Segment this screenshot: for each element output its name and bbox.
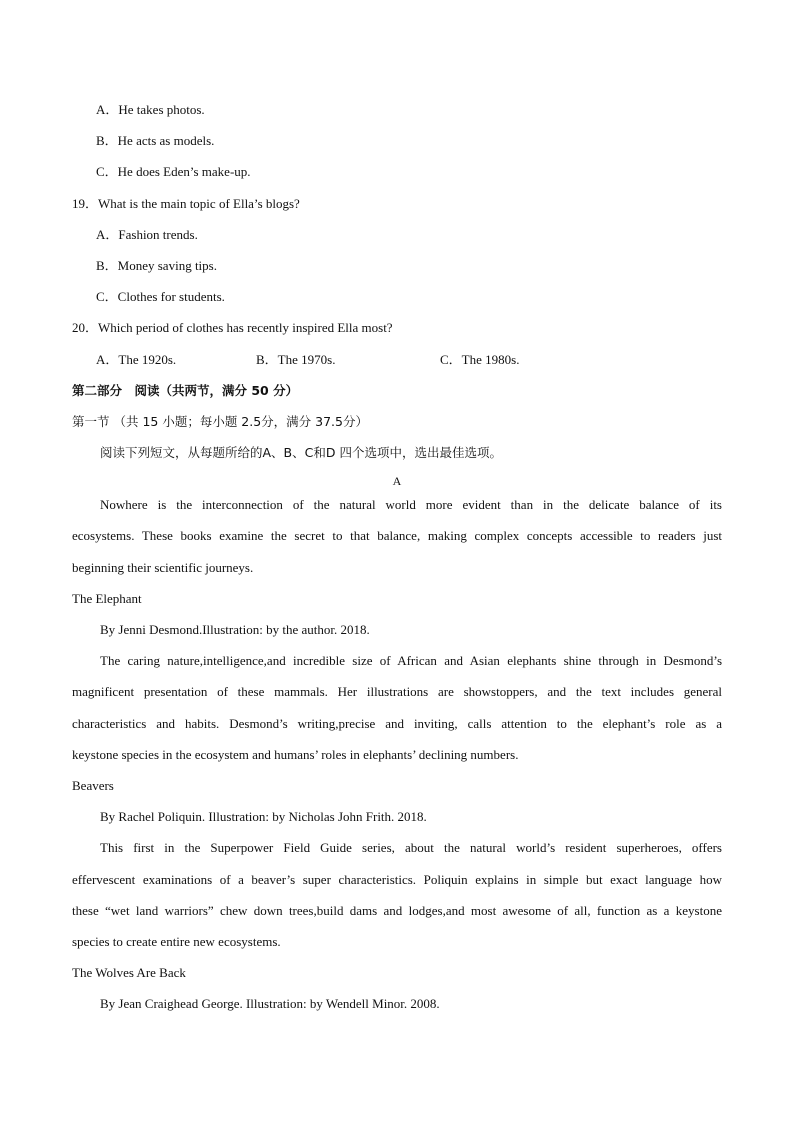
book-title-elephant: The Elephant: [72, 591, 142, 606]
beavers-text-line-3: these “wet land warriors” chew down trees,build dams and lodges,and most awesome of all, function as a keystone: [72, 903, 722, 918]
elephant-text-line-1: The caring nature,intelligence,and incredible size of African and Asian elephants shine through in Desmond’s: [100, 653, 722, 668]
elephant-text-line-3: characteristics and habits. Desmond’s writing,precise and inviting, calls attention to the elephant’s role as a: [72, 716, 722, 731]
book-title-beavers: Beavers: [72, 778, 114, 793]
passage-intro-line-1: Nowhere is the interconnection of the natural world more evident than in the delicate balance of its: [100, 497, 722, 512]
q18-option-c: C．He does Eden’s make-up.: [96, 164, 251, 179]
book-byline-beavers: By Rachel Poliquin. Illustration: by Nicholas John Frith. 2018.: [100, 809, 427, 824]
q19-option-a: A．Fashion trends.: [96, 227, 198, 242]
beavers-text-line-2: effervescent examinations of a beaver’s super characteristics. Poliquin explains in simple but exact language how: [72, 872, 722, 887]
q18-option-a: A．He takes photos.: [96, 102, 205, 117]
passage-label: A: [392, 474, 402, 488]
q19-question: 19．What is the main topic of Ella’s blogs?: [72, 196, 300, 211]
elephant-text-line-2: magnificent presentation of these mammals. Her illustrations are showstoppers, and the text includes general: [72, 684, 722, 699]
section1-heading: 第一节 （共 15 小题；每小题 2.5分，满分 37.5分）: [72, 414, 368, 429]
book-byline-wolves: By Jean Craighead George. Illustration: by Wendell Minor. 2008.: [100, 996, 440, 1011]
q18-option-b: B．He acts as models.: [96, 133, 215, 148]
book-title-wolves: The Wolves Are Back: [72, 965, 186, 980]
q20-option-a: A．The 1920s.: [96, 352, 177, 367]
passage-intro-line-3: beginning their scientific journeys.: [72, 560, 254, 575]
elephant-text-line-4: keystone species in the ecosystem and humans’ roles in elephants’ declining numbers.: [72, 747, 519, 762]
part2-heading: 第二部分 阅读（共两节，满分 50 分）: [72, 383, 299, 398]
q19-option-c: C．Clothes for students.: [96, 289, 225, 304]
beavers-text-line-1: This first in the Superpower Field Guide series, about the natural world’s resident superheroes, offers: [100, 840, 722, 855]
reading-instruction: 阅读下列短文，从每题所给的A、B、C和D 四个选项中，选出最佳选项。: [100, 445, 502, 460]
book-byline-elephant: By Jenni Desmond.Illustration: by the author. 2018.: [100, 622, 370, 637]
passage-intro-line-2: ecosystems. These books examine the secret to that balance, making complex concepts accessible to readers just: [72, 528, 722, 543]
beavers-text-line-4: species to create entire new ecosystems.: [72, 934, 281, 949]
q20-option-c: C．The 1980s.: [440, 352, 520, 367]
q20-question: 20．Which period of clothes has recently inspired Ella most?: [72, 320, 393, 335]
q20-option-b: B．The 1970s.: [256, 352, 336, 367]
q19-option-b: B．Money saving tips.: [96, 258, 217, 273]
